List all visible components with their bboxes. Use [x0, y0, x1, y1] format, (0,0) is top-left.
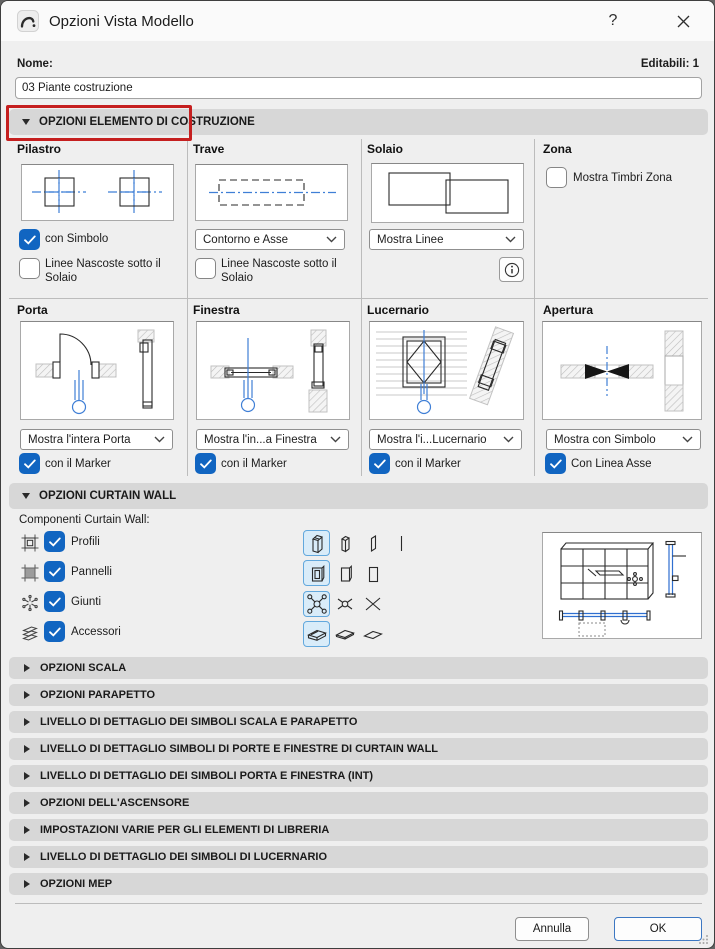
- section-title: OPZIONI ELEMENTO DI COSTRUZIONE: [39, 116, 255, 128]
- curtain-wall-preview-drawing: [543, 533, 701, 638]
- accessori-option-flat[interactable]: [359, 621, 386, 647]
- lucernario-preview: [369, 321, 524, 420]
- section-header-construction[interactable]: [9, 109, 708, 135]
- apertura-dropdown-value: Mostra con Simbolo: [554, 433, 656, 446]
- expand-triangle-icon: [24, 691, 30, 699]
- check-icon: [24, 235, 36, 245]
- apertura-preview-drawing: [543, 322, 701, 419]
- expand-triangle-icon: [24, 745, 30, 753]
- editables-label: Editabili: 1: [640, 58, 699, 70]
- trave-linee-nascoste-checkbox[interactable]: [195, 258, 216, 279]
- expand-triangle-icon: [24, 799, 30, 807]
- section-title: OPZIONI PARAPETTO: [40, 689, 156, 701]
- finestra-dropdown-value: Mostra l'in...a Finestra: [204, 433, 317, 446]
- pilastro-title: Pilastro: [17, 142, 62, 156]
- giunti-x-icon: [361, 592, 385, 616]
- resize-grip[interactable]: [698, 934, 709, 945]
- con-simbolo-label: con Simbolo: [45, 233, 109, 245]
- lucernario-preview-drawing: [370, 322, 523, 419]
- pannelli-checkbox[interactable]: [44, 561, 65, 582]
- section-header-opzioni-ascensore[interactable]: [9, 792, 708, 814]
- accessori-checkbox[interactable]: [44, 621, 65, 642]
- section-header-dettaglio-scala-parapetto[interactable]: [9, 711, 708, 733]
- section-header-opzioni-mep[interactable]: [9, 873, 708, 895]
- column-divider: [534, 139, 535, 476]
- close-button[interactable]: [661, 1, 705, 41]
- cancel-button[interactable]: Annulla: [515, 917, 589, 941]
- dialog-title: Opzioni Vista Modello: [49, 12, 194, 30]
- section-title: LIVELLO DI DETTAGLIO SIMBOLI DI PORTE E FINESTRE DI CURTAIN WALL: [40, 743, 439, 755]
- giunti-detailed-icon: [305, 592, 329, 616]
- pannelli-option-outline[interactable]: [359, 560, 386, 586]
- trave-dropdown-value: Contorno e Asse: [203, 233, 289, 246]
- section-header-dettaglio-lucernario[interactable]: [9, 846, 708, 868]
- expand-triangle-icon: [24, 772, 30, 780]
- row-divider: [9, 298, 708, 299]
- column-divider: [187, 139, 188, 476]
- profili-option-plane[interactable]: [359, 530, 386, 556]
- apertura-title: Apertura: [543, 303, 594, 317]
- expand-triangle-icon: [24, 718, 30, 726]
- profili-detailed-icon: [306, 532, 328, 555]
- collapse-triangle-icon: [22, 493, 30, 499]
- expand-triangle-icon: [24, 853, 30, 861]
- section-title: OPZIONI SCALA: [40, 662, 127, 674]
- accessori-detailed-icon: [305, 622, 329, 646]
- porta-preview: [20, 321, 174, 420]
- section-header-curtain-wall[interactable]: [9, 483, 708, 509]
- chevron-down-icon: [154, 436, 165, 443]
- chevron-down-icon: [682, 436, 693, 443]
- finestra-dropdown[interactable]: [196, 429, 349, 450]
- accessori-icon: [21, 624, 39, 642]
- check-icon: [49, 537, 61, 547]
- giunti-option-simple[interactable]: [331, 591, 358, 617]
- chevron-down-icon: [503, 436, 514, 443]
- pannelli-outline-icon: [362, 562, 384, 585]
- profili-checkbox[interactable]: [44, 531, 65, 552]
- apertura-dropdown[interactable]: [546, 429, 701, 450]
- finestra-preview: [196, 321, 350, 420]
- info-icon: [504, 262, 520, 278]
- pilastro-linee-nascoste-checkbox[interactable]: [19, 258, 40, 279]
- solaio-title: Solaio: [367, 142, 404, 156]
- name-input[interactable]: [15, 77, 702, 99]
- porta-dropdown[interactable]: [20, 429, 173, 450]
- expand-triangle-icon: [24, 880, 30, 888]
- section-header-opzioni-parapetto[interactable]: [9, 684, 708, 706]
- finestra-marker-checkbox[interactable]: [195, 453, 216, 474]
- mostra-timbri-zona-label: Mostra Timbri Zona: [573, 172, 673, 184]
- chevron-down-icon: [326, 236, 337, 243]
- footer-divider: [15, 903, 702, 904]
- column-divider: [361, 139, 362, 476]
- giunti-simple-icon: [333, 592, 357, 616]
- pannelli-label: Pannelli: [71, 566, 112, 578]
- chevron-down-icon: [505, 236, 516, 243]
- profili-option-simple[interactable]: [331, 530, 358, 556]
- solaio-info-button[interactable]: [499, 257, 524, 282]
- finestra-marker-label: con il Marker: [221, 458, 287, 470]
- pilastro-linee-nascoste-label: Linee Nascoste sotto il Solaio: [45, 258, 161, 284]
- porta-marker-label: con il Marker: [45, 458, 111, 470]
- mostra-timbri-zona-checkbox[interactable]: [546, 167, 567, 188]
- profili-icon: [21, 534, 39, 552]
- accessori-simple-icon: [333, 622, 357, 646]
- title-bar: [1, 1, 714, 41]
- check-icon: [49, 597, 61, 607]
- trave-preview: [195, 164, 348, 221]
- finestra-title: Finestra: [193, 303, 240, 317]
- close-icon: [677, 15, 690, 28]
- section-header-opzioni-scala[interactable]: [9, 657, 708, 679]
- accessori-label: Accessori: [71, 626, 121, 638]
- apertura-preview: [542, 321, 702, 420]
- check-icon: [550, 459, 562, 469]
- pannelli-detailed-icon: [306, 562, 328, 585]
- expand-triangle-icon: [24, 664, 30, 672]
- section-title: OPZIONI CURTAIN WALL: [39, 490, 177, 502]
- accessori-option-detailed[interactable]: [303, 621, 330, 647]
- giunti-label: Giunti: [71, 596, 102, 608]
- lucernario-marker-checkbox[interactable]: [369, 453, 390, 474]
- section-title: OPZIONI MEP: [40, 878, 113, 890]
- solaio-preview: [371, 163, 524, 223]
- check-icon: [49, 627, 61, 637]
- apertura-linea-asse-label: Con Linea Asse: [571, 458, 652, 470]
- solaio-dropdown-value: Mostra Linee: [377, 233, 444, 246]
- lucernario-dropdown[interactable]: [369, 429, 522, 450]
- giunti-option-x[interactable]: [359, 591, 386, 617]
- finestra-preview-drawing: [197, 322, 349, 419]
- lucernario-marker-label: con il Marker: [395, 458, 461, 470]
- section-title: LIVELLO DI DETTAGLIO DEI SIMBOLI SCALA E PARAPETTO: [40, 716, 358, 728]
- section-header-dettaglio-porta-finestra-int[interactable]: [9, 765, 708, 787]
- trave-preview-drawing: [196, 165, 347, 220]
- profili-plane-icon: [362, 532, 384, 555]
- chevron-down-icon: [330, 436, 341, 443]
- profili-option-detailed[interactable]: [303, 530, 330, 556]
- profili-option-line[interactable]: [387, 530, 414, 556]
- check-icon: [374, 459, 386, 469]
- giunti-option-detailed[interactable]: [303, 591, 330, 617]
- section-title: IMPOSTAZIONI VARIE PER GLI ELEMENTI DI LIBRERIA: [40, 824, 330, 836]
- lucernario-dropdown-value: Mostra l'i...Lucernario: [377, 433, 487, 446]
- pilastro-preview-drawing: [22, 165, 173, 220]
- pannelli-icon: [21, 564, 39, 582]
- check-icon: [49, 567, 61, 577]
- accessori-option-simple[interactable]: [331, 621, 358, 647]
- pannelli-option-detailed[interactable]: [303, 560, 330, 586]
- section-title: LIVELLO DI DETTAGLIO DEI SIMBOLI PORTA E FINESTRA (INT): [40, 770, 374, 782]
- solaio-dropdown[interactable]: [369, 229, 524, 250]
- porta-preview-drawing: [21, 322, 173, 419]
- profili-label: Profili: [71, 536, 100, 548]
- apertura-linea-asse-checkbox[interactable]: [545, 453, 566, 474]
- curtain-wall-preview: [542, 532, 702, 639]
- lucernario-title: Lucernario: [367, 303, 430, 317]
- trave-linee-nascoste-label: Linee Nascoste sotto il Solaio: [221, 258, 337, 284]
- profili-simple-icon: [334, 532, 356, 555]
- check-icon: [200, 459, 212, 469]
- name-label: Nome:: [17, 58, 53, 70]
- pilastro-preview: [21, 164, 174, 221]
- accessori-flat-icon: [361, 622, 385, 646]
- check-icon: [24, 459, 36, 469]
- collapse-triangle-icon: [22, 119, 30, 125]
- trave-title: Trave: [193, 142, 225, 156]
- help-button[interactable]: ?: [608, 12, 618, 29]
- porta-dropdown-value: Mostra l'intera Porta: [28, 433, 131, 446]
- archicad-logo-icon: [17, 10, 39, 32]
- zona-title: Zona: [543, 142, 572, 156]
- solaio-preview-drawing: [372, 164, 523, 222]
- giunti-icon: [21, 594, 39, 612]
- section-title: LIVELLO DI DETTAGLIO DEI SIMBOLI DI LUCERNARIO: [40, 851, 328, 863]
- con-simbolo-checkbox[interactable]: [19, 229, 40, 250]
- section-title: OPZIONI DELL'ASCENSORE: [40, 797, 190, 809]
- giunti-checkbox[interactable]: [44, 591, 65, 612]
- porta-marker-checkbox[interactable]: [19, 453, 40, 474]
- porta-title: Porta: [17, 303, 48, 317]
- pannelli-option-simple[interactable]: [331, 560, 358, 586]
- componenti-label: Componenti Curtain Wall:: [19, 514, 150, 526]
- expand-triangle-icon: [24, 826, 30, 834]
- ok-button[interactable]: OK: [614, 917, 702, 941]
- section-header-impostazioni-libreria[interactable]: [9, 819, 708, 841]
- pannelli-simple-icon: [334, 562, 356, 585]
- section-header-dettaglio-porte-finestre-cw[interactable]: [9, 738, 708, 760]
- profili-line-icon: [390, 532, 412, 555]
- trave-dropdown[interactable]: [195, 229, 345, 250]
